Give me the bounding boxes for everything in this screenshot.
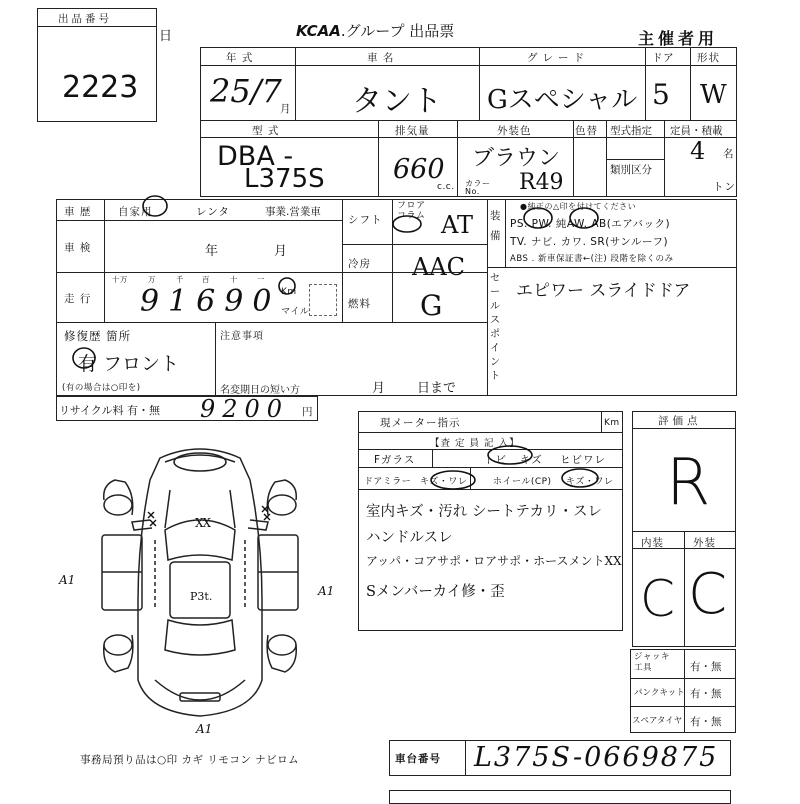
mileage-mile-unit: マイル	[281, 307, 310, 317]
inspector-note-1: 室内キズ・汚れ シートテカリ・スレ	[366, 504, 603, 520]
door-value: 5	[652, 78, 670, 111]
glass-option-chip: トビ	[484, 454, 507, 466]
mileage-km-unit: Km	[281, 287, 297, 297]
wheel-label: ホイール(CP)	[493, 477, 552, 487]
digit-10: 十	[230, 275, 238, 284]
inspector-title: 【査 定 員 記 入】	[430, 438, 520, 449]
damage-mark-hood: XX	[195, 516, 211, 530]
door-mirror-label: ドアミラー	[364, 477, 412, 487]
grade-value: Gスペシャル	[487, 85, 638, 115]
shape-value: W	[700, 80, 727, 110]
damage-mark-left: A1	[59, 573, 76, 587]
meter-unit: Km	[604, 418, 620, 428]
ac-label: 冷房	[348, 258, 371, 270]
inspector-note-2: ハンドルスレ	[366, 530, 453, 546]
sales-point-label: セールスポイント	[490, 273, 501, 382]
capacity-label: 定員・積載	[670, 125, 723, 137]
exterior-label: 外装	[693, 537, 716, 549]
designation-label: 型式指定	[610, 125, 652, 137]
damage-mark-right: A1	[318, 584, 335, 598]
history-option-private: 自家用	[118, 206, 153, 218]
category-label: 類別区分	[610, 164, 652, 176]
deadline-label: 名変期日の短い方	[220, 385, 300, 396]
usage-label: 主催者用	[638, 29, 719, 48]
model-value-2: L375S	[244, 164, 325, 194]
spare-tire-value: 有・無	[690, 716, 722, 728]
title-text: .グループ 出品票	[340, 22, 455, 40]
door-label: ドア	[652, 52, 675, 64]
displacement-unit: c.c.	[437, 182, 455, 192]
grade-label: グレード	[527, 52, 589, 64]
digit-1: 一	[257, 275, 265, 284]
equipment-line-1: PS. PW. 純AW. AB(エアバック)	[510, 218, 671, 230]
history-label: 車 歴	[64, 206, 92, 218]
office-keys-note: 事務局預り品は○印 カギ リモコン ナビロム	[80, 754, 300, 766]
recycle-fee-unit: 円	[302, 406, 314, 418]
year-month-unit: 月	[280, 103, 292, 115]
fuel-label: 燃料	[348, 298, 371, 310]
exterior-value: C	[688, 562, 728, 627]
bottom-box	[389, 790, 731, 804]
meter-label: 現メーター指示	[380, 417, 461, 429]
equipment-label: 装備	[490, 210, 502, 242]
puncture-kit-label: パンクキット	[634, 688, 685, 698]
door-mirror-options: キズ・ワレ	[420, 477, 468, 487]
sales-point-text: エピワー スライドドア	[516, 281, 691, 301]
ac-value: AAC	[412, 253, 466, 281]
interior-label: 内装	[641, 537, 664, 549]
year-label: 年 式	[226, 52, 254, 64]
shift-value: AT	[441, 211, 474, 239]
color-value: ブラウン	[472, 146, 561, 171]
model-value-1: DBA -	[217, 141, 294, 172]
equipment-line-2: TV. ナビ. カワ. SR(サンルーフ)	[510, 236, 669, 248]
mileage-value: 91690	[140, 284, 281, 319]
brand-logo: KCAA	[296, 22, 341, 40]
lot-number: 2223	[62, 70, 139, 105]
digit-10k: 万	[148, 275, 156, 284]
wheel-options: キズ・ワレ	[566, 477, 614, 487]
inspector-note-3: アッパ・コアサポ・ロアサポ・ホースメントXX	[366, 554, 622, 568]
repair-history-value: 有 フロント	[78, 353, 180, 375]
year-value: 25/7	[210, 72, 282, 110]
damage-mark-roof: P3t.	[190, 590, 213, 603]
damage-mark-rear: A1	[196, 722, 213, 736]
color-change-label: 色替	[575, 125, 598, 137]
digit-100: 百	[202, 275, 210, 284]
spare-tire-label: スペアタイヤ	[632, 716, 683, 726]
glass-option-scratch: キズ	[520, 454, 543, 466]
deadline-day: 日まで	[417, 381, 457, 396]
equipment-line-3: ABS . 新車保証書←(注) 段階を除くのみ	[510, 254, 674, 264]
shift-sub-label: フロア コラム	[397, 201, 426, 221]
day-suffix: 日	[159, 29, 174, 44]
front-glass-label: Fガラス	[374, 454, 416, 466]
recycle-fee-label: リサイクル料 有・無	[59, 404, 160, 417]
mileage-label: 走 行	[64, 293, 92, 305]
displacement-label: 排気量	[395, 125, 430, 137]
digit-100k: 十万	[112, 275, 128, 284]
recycle-fee-value: 9200	[200, 395, 290, 423]
deadline-month: 月	[372, 381, 387, 396]
capacity-unit: 名	[723, 148, 735, 160]
history-option-commercial: 事業.営業車	[265, 206, 321, 218]
model-label: 型 式	[252, 125, 280, 137]
score-label: 評価点	[658, 415, 702, 427]
chassis-number-label: 車台番号	[395, 753, 441, 765]
capacity-value: 4	[690, 137, 706, 165]
repair-history-label: 修復歴 箇所	[64, 329, 132, 343]
lot-number-label: 出品番号	[58, 13, 112, 25]
displacement-value: 660	[393, 154, 445, 185]
shape-label: 形状	[697, 52, 720, 64]
car-name-label: 車 名	[367, 52, 395, 64]
glass-option-crack: ヒビワレ	[560, 454, 606, 466]
inspection-label: 車 検	[64, 242, 92, 254]
equipment-note: ●純正の△印を付けてください	[520, 202, 637, 211]
inspector-note-4: Sメンバーカイ修・歪	[366, 584, 505, 600]
car-name-value: タント	[352, 84, 442, 119]
history-option-rental: レンタ	[196, 206, 230, 218]
puncture-kit-value: 有・無	[690, 688, 722, 700]
ton-unit: トン	[713, 181, 736, 193]
chassis-number-value: L375S-0669875	[474, 742, 719, 773]
digit-1k: 千	[176, 275, 184, 284]
inspection-year-unit: 年	[205, 244, 220, 259]
inspection-month-unit: 月	[274, 244, 289, 259]
color-no-value: R49	[519, 170, 564, 195]
caution-label: 注意事項	[220, 331, 264, 342]
color-label: 外装色	[497, 125, 532, 137]
jack-tools-value: 有・無	[690, 661, 722, 673]
fuel-value: G	[420, 289, 443, 322]
interior-value: C	[640, 570, 675, 628]
shift-label: シフト	[348, 214, 383, 226]
score-value: R	[666, 446, 711, 520]
repair-history-note: (有の場合は○印を)	[62, 383, 141, 393]
color-no-label: カラー No.	[465, 179, 491, 196]
jack-tools-label: ジャッキ 工具	[634, 652, 670, 673]
